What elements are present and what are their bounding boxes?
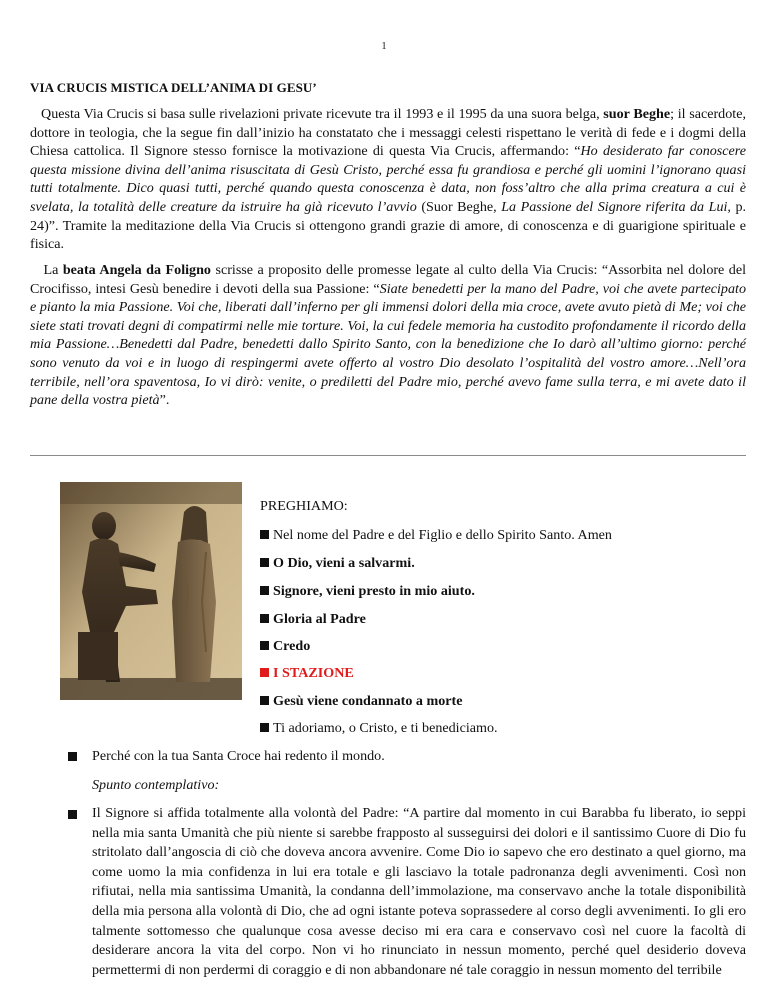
prayer-item-text: Signore, vieni presto in mio aiuto.: [273, 583, 475, 599]
prayer-item-text: Gloria al Padre: [273, 611, 366, 627]
intro-bold-suor-beghe: suor Beghe: [603, 106, 671, 122]
intro-text-3: (Suor Beghe,: [416, 198, 502, 215]
prayer-item-text: O Dio, vieni a salvarmi.: [273, 555, 415, 571]
prayer-item-text: Credo: [273, 638, 311, 654]
square-bullet-icon: [260, 558, 269, 567]
angela-paragraph: [30, 261, 746, 410]
meditation-text: Il Signore si affida totalmente alla volontà del Padre: “A partire dal momento in cui Barabba fu liberato, io seppi nella mia santa Umanità che più niente si sarebbe frapposto al susseguirsi dei dolori e il santissimo Cuore di Dio fu stritolato dall’angoscia di ciò che doveva ancora avvenire. Come Dio io sapevo che ero destinato a quel giorno, ma come uomo la mia confidenza in lui era totale e gli lasciavo la totale padronanza degli avvenimenti. Così non rifiutai, nella mia santissima Umanità, la condanna dell’immolazione, ma conservavo anche la totale disponibilità della mia persona alla volontà di Dio, che ad ogni istante poteva soprassedere al corso degli avvenimenti. Io gli ero talmente sottomesso che qualunque cosa avesse deciso mi era cara e conservavo così nel cuore la facoltà di desiderare ancora la vita del corpo. Non vi ho rinunciato in nessun momento, perché quel desiderio doveva permettermi di non perdermi di coraggio e di non abbandonare né tale coraggio in nessun momento del terribile: [92, 805, 746, 978]
angela-text-1: La: [43, 262, 63, 278]
document-title: VIA CRUCIS MISTICA DELL’ANIMA DI GESU’: [30, 80, 317, 95]
station-heading-text: I STAZIONE: [273, 665, 354, 681]
angela-text-3: ”.: [159, 392, 170, 409]
station-heading: [260, 665, 354, 682]
prayer-item-gloria: [260, 611, 366, 628]
spunto-label: Spunto contemplativo:: [92, 777, 220, 793]
intro-text-1: Questa Via Crucis si basa sulle rivelazioni private ricevute tra il 1993 e il 1995 da una suora belga,: [41, 106, 604, 122]
intro-text-2: ; il sacerdote, dottore in teologia, che la segue fin dall’inizio ha constatato che i messaggi celesti rispettano le verità di fede e i dogmi della Chiesa cattolica. Il Signore stesso fornisce la motivazione di questa Via Crucis, affermando: “: [30, 106, 746, 160]
prayer-item-credo: [260, 638, 310, 655]
page-number: 1: [381, 41, 387, 52]
angela-bold-name: beata Angela da Foligno: [62, 262, 211, 278]
station-title: [260, 693, 462, 710]
prayer-item-adoriamo: [260, 720, 498, 737]
intro-paragraph: [30, 105, 746, 254]
square-bullet-icon: [260, 696, 269, 705]
intro-text-4: p. 24)”. Tramite la meditazione della Via Crucis si ottengono grandi grazie di amore, di conoscenza e di guarigione spirituale e fisica.: [30, 198, 747, 253]
square-bullet-icon: [260, 641, 269, 650]
square-bullet-icon: [260, 668, 269, 677]
intro-quote: Ho desiderato far conoscere questa missione divina dell’anima risuscitata di Gesù Cristo, perché essa fu grandiosa e perché gli uomini l’ignorano quasi tutti totalmente. Dico quasi tutti, perché quando questa conoscenza è data, non foss’altro che alla prima creatura a cui è svelata, la totalità delle creature da istruire ha già ricevuto l’avvio: [30, 143, 747, 215]
square-bullet-icon: [68, 807, 81, 824]
response-text: Perché con la tua Santa Croce hai redento il mondo.: [92, 748, 385, 764]
prayer-item-sign-of-cross: [260, 527, 612, 544]
prayer-item-signore: [260, 583, 475, 600]
section-divider: [30, 455, 746, 456]
square-bullet-icon: [260, 614, 269, 623]
prayer-item-o-dio: [260, 555, 415, 572]
station-relief-image: [60, 482, 242, 700]
square-bullet-icon: [260, 530, 269, 539]
prayer-item-text: Nel nome del Padre e del Figlio e dello Spirito Santo. Amen: [273, 527, 612, 543]
square-bullet-icon: [68, 749, 81, 766]
station-title-text: Gesù viene condannato a morte: [273, 693, 463, 709]
intro-book-title: La Passione del Signore riferita da Lui,: [501, 198, 731, 215]
square-bullet-icon: [260, 723, 269, 732]
angela-quote: Siate benedetti per la mano del Padre, voi che avete partecipato e pianto la mia Passione. Voi che, liberati dall’inferno per gli immensi dolori della mia croce, avete avuto pietà di Me; voi che siete stati trovati degni di compatirmi nelle mie torture. Voi, la cui fedele memoria ha custodito profondamente il ricordo della mia Passione…Benedetti dal Padre, benedetti dallo Spirito Santo, con la benedizione che Io darò all’ultimo giorno: perché sono venuto da voi e in luogo di respingermi avete offerto al vostro Dio desolato l’ospitalità del vostro amore…Nell’ora terribile, nell’ora spaventosa, Io vi dirò: venite, o prediletti del Padre mio, perché avevo fame sulla terra, e mi avete dato il pane della vostra pietà: [30, 280, 746, 409]
prayer-heading: PREGHIAMO:: [260, 498, 348, 514]
square-bullet-icon: [260, 586, 269, 595]
prayer-item-text: Ti adoriamo, o Cristo, e ti benediciamo.: [273, 720, 498, 736]
angela-text-2: scrisse a proposito delle promesse legate al culto della Via Crucis: “Assorbita nel dolore del Crocifisso, intesi Gesù benedire i devoti della sua Passione: “: [30, 262, 747, 297]
